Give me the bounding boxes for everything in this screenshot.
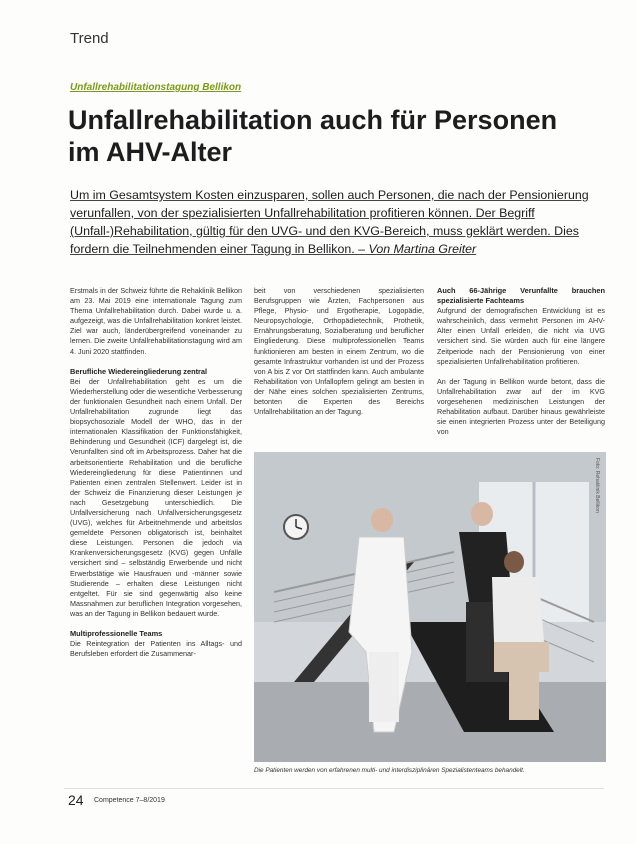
subheading: Multiprofessionelle Teams: [70, 629, 163, 638]
paragraph: Aufgrund der demografischen Entwicklung ist es wahrscheinlich, dass vermehrt Personen im AHV-Alter einen Unfall erleiden, die nicht via UVG versichert sind. Sie würden auch für eine längere Zeitperiode nach der Pensionierung von einer spezialisierten Unfallrehabilitation profitieren.: [437, 306, 605, 366]
section-label: Trend: [70, 30, 109, 47]
article-title: Unfallrehabilitation auch für Personen im AHV-Alter: [68, 105, 558, 167]
column-1: [70, 286, 242, 669]
rehab-stairs-illustration: [254, 452, 606, 762]
paragraph: beit von verschiedenen spezialisierten Berufsgruppen wie Ärzten, Fachpersonen aus Pflege, Physio- und Ergotherapie, Logopädie, Neuropsychologie, Orthopädietechnik, Prothetik, Ernährungsberatung, Sozialberatung und beruflicher Eingliederung. Diese multiprofessionellen Teams funktionieren am besten in einem Zentrum, wo die gesamte Infrastruktur vorhanden ist und der Prozess von A bis Z vor Ort stattfinden kann. Auch ambulante Rehabilitation von Unfallopfern gelingt am besten in der Nähe eines solchen spezialisierten Zentrums, betonten die Experten des Bereichs Unfallrehabilitation an der Tagung.: [254, 286, 424, 417]
article-photo: [254, 452, 606, 762]
article-lead: [70, 186, 590, 258]
photo-caption: Die Patienten werden von erfahrenen multi- und interdisziplinären Spezialistenteams behandelt.: [254, 767, 525, 774]
subheading: Berufliche Wiedereingliederung zentral: [70, 366, 208, 376]
column-3: [437, 286, 605, 447]
magazine-issue: Competence 7–8/2019: [94, 797, 165, 804]
byline: Von Martina Greiter: [368, 242, 477, 256]
subheading: Auch 66-Jährige Verunfallte brauchen spezialisierte Fachteams: [437, 286, 605, 306]
column-2: [254, 286, 424, 427]
page-number: 24: [68, 792, 84, 808]
paragraph: Erstmals in der Schweiz führte die Rehaklinik Bellikon am 23. Mai 2019 eine internationale Tagung zum Thema Unfallrehabilitation durch. Dabei wurde u. a. aufgezeigt, was die Unfallrehabilitation konkret leistet. Ziel war auch, länderübergreifend voneinander zu lernen. Die zweite Unfallrehabilitationstagung wird am 4. Juni 2020 stattfinden.: [70, 286, 242, 356]
photo-credit: Foto: Rehaklinik Bellikon: [594, 458, 600, 513]
article-kicker: Unfallrehabilitationstagung Bellikon: [70, 82, 242, 93]
paragraph: Bei der Unfallrehabilitation geht es um die Wiederherstellung oder die wesentliche Verbesserung der funktionalen Gesundheit nach einem Unfall. Der Unfallrehabilitation zugrunde liegt das biopsychosoziale Modell der WHO, das in der internationalen Klassifikation der Funktionsfähigkeit, Behinderung und Gesundheit (ICF) dargelegt ist, die Verunfallten sind oft im Arbeitsprozess. Daher hat die arbeitsorientierte Rehabilitation und die berufliche Wiedereingliederung für diese Patientinnen und Patienten einen zentralen Stellenwert. Leider ist in der Schweiz die Finanzierung dieser Leistungen je nach Gesetzgebung unterschiedlich. Die Unfallversicherung nach Unfallversicherungsgesetz (UVG), welches für Arbeitnehmende und arbeitslos gemeldete Personen obligatorisch ist, beinhaltet diese Leistungen. Personen die jedoch via Krankenversicherungsgesetz (KVG) gegen Unfälle versichert sind – selbständig Erwerbende und nicht Erwerbstätige wie Hausfrauen und -männer sowie Studierende – erhalten diese Leistungen nicht entgeltet. Für sie sind gegenwärtig also keine Massnahmen zur beruflichen Integration vorgesehen, was an der Tagung in Bellikon bedauert wurde.: [70, 376, 242, 618]
paragraph: An der Tagung in Bellikon wurde betont, dass die Unfallrehabilitation zwar auf der im KVG vorgesehenen medizinischen Leistungen der Rehabilitation aufbaut. Darüber hinaus gewährleiste sie einen integrierten Prozess unter der Beteiligung von: [437, 376, 605, 437]
lead-text: Um im Gesamtsystem Kosten einzusparen, sollen auch Personen, die nach der Pensionierung verunfallen, von der spezialisierten Unfallrehabilitation profitieren können. Der Begriff (Unfall-)Rehabilitation, gültig für den UVG- und den KVG-Bereich, muss geklärt werden. Dies fordern die Teilnehmenden einer Tagung in Bellikon. –: [70, 188, 589, 256]
footer-divider: [64, 788, 604, 789]
paragraph: Die Reintegration der Patienten ins Alltags- und Berufsleben erfordert die Zusammenar-: [70, 639, 242, 659]
